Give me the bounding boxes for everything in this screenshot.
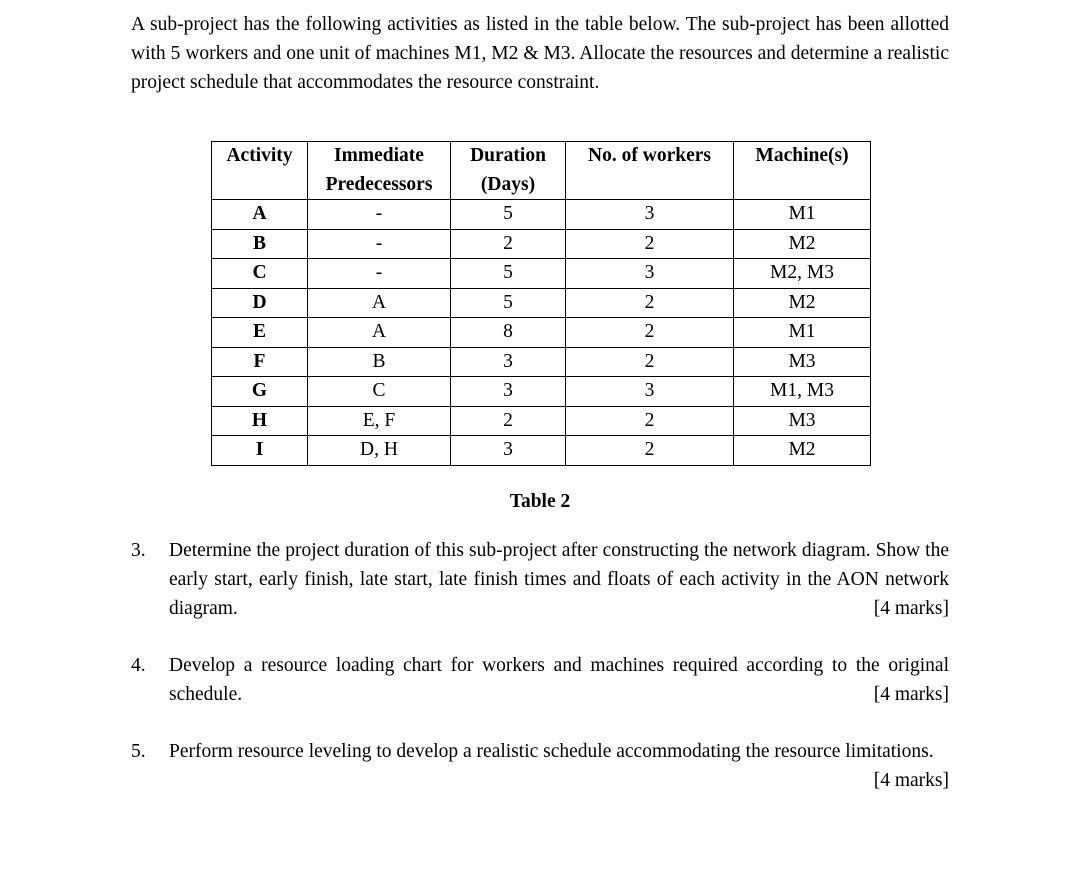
- header-machines-label: Machine(s): [755, 145, 849, 166]
- header-duration-line1: Duration: [470, 145, 546, 166]
- cell-activity: E: [212, 318, 308, 348]
- cell-machines: M2: [734, 229, 871, 259]
- cell-machines: M2, M3: [734, 259, 871, 289]
- cell-activity: B: [212, 229, 308, 259]
- question-3-text: Determine the project duration of this sub-project after constructing the network diagram. Show the early start, early finish, late start, late finish times and floats of each activity in the AON network diagram.: [169, 540, 949, 619]
- table-row: [212, 200, 871, 230]
- cell-predecessors: A: [308, 318, 451, 348]
- cell-workers: 2: [566, 347, 734, 377]
- table-body: [212, 200, 871, 466]
- question-3-marks: [4 marks]: [873, 598, 949, 619]
- cell-duration: 5: [451, 288, 566, 318]
- table-row: [212, 436, 871, 466]
- cell-duration: 3: [451, 436, 566, 466]
- cell-predecessors: -: [308, 229, 451, 259]
- header-workers-label: No. of workers: [588, 145, 711, 166]
- table-header-row: [212, 142, 871, 200]
- table-row: [212, 288, 871, 318]
- header-predecessors-line2: Predecessors: [325, 173, 433, 195]
- cell-duration: 3: [451, 377, 566, 407]
- header-duration-line2: (Days): [480, 173, 536, 195]
- header-machines: [734, 142, 871, 200]
- cell-predecessors: B: [308, 347, 451, 377]
- cell-duration: 3: [451, 347, 566, 377]
- cell-machines: M2: [734, 436, 871, 466]
- table-row: [212, 318, 871, 348]
- cell-machines: M1, M3: [734, 377, 871, 407]
- cell-duration: 8: [451, 318, 566, 348]
- table-row: [212, 229, 871, 259]
- cell-machines: M3: [734, 347, 871, 377]
- header-activity-label: Activity: [226, 145, 293, 166]
- cell-predecessors: -: [308, 200, 451, 230]
- cell-workers: 2: [566, 436, 734, 466]
- table-row: [212, 259, 871, 289]
- activity-table: [211, 141, 871, 466]
- cell-machines: M3: [734, 406, 871, 436]
- header-predecessors-line1: Immediate: [334, 145, 424, 166]
- table-row: [212, 377, 871, 407]
- cell-workers: 3: [566, 200, 734, 230]
- cell-machines: M1: [734, 318, 871, 348]
- header-duration: [451, 142, 566, 200]
- header-workers: [566, 142, 734, 200]
- cell-duration: 5: [451, 259, 566, 289]
- cell-duration: 2: [451, 229, 566, 259]
- table-caption: Table 2: [509, 491, 571, 512]
- cell-predecessors: E, F: [308, 406, 451, 436]
- cell-activity: F: [212, 347, 308, 377]
- cell-workers: 2: [566, 288, 734, 318]
- table-row: [212, 406, 871, 436]
- question-4: [131, 651, 949, 709]
- cell-machines: M1: [734, 200, 871, 230]
- table-row: [212, 347, 871, 377]
- cell-workers: 3: [566, 377, 734, 407]
- question-4-marks: [4 marks]: [873, 684, 949, 705]
- cell-workers: 2: [566, 318, 734, 348]
- question-3: [131, 536, 949, 623]
- question-5-marks: [4 marks]: [873, 770, 949, 791]
- cell-activity: I: [212, 436, 308, 466]
- question-5-number: 5.: [131, 741, 146, 762]
- cell-activity: A: [212, 200, 308, 230]
- question-3-number: 3.: [131, 540, 146, 561]
- cell-activity: D: [212, 288, 308, 318]
- cell-duration: 2: [451, 406, 566, 436]
- cell-predecessors: -: [308, 259, 451, 289]
- cell-workers: 2: [566, 229, 734, 259]
- header-predecessors: [308, 142, 451, 200]
- cell-predecessors: A: [308, 288, 451, 318]
- cell-activity: H: [212, 406, 308, 436]
- cell-activity: C: [212, 259, 308, 289]
- cell-workers: 2: [566, 406, 734, 436]
- question-5: [131, 737, 949, 795]
- question-5-text: Perform resource leveling to develop a realistic schedule accommodating the resource limitations.: [169, 741, 934, 762]
- question-4-text: Develop a resource loading chart for workers and machines required according to the original schedule.: [169, 655, 949, 705]
- intro-paragraph: A sub-project has the following activities as listed in the table below. The sub-project has been allotted with 5 workers and one unit of machines M1, M2 & M3. Allocate the resources and determine a realistic project schedule that accommodates the resource constraint.: [131, 14, 949, 93]
- cell-predecessors: C: [308, 377, 451, 407]
- header-activity: [212, 142, 308, 200]
- cell-predecessors: D, H: [308, 436, 451, 466]
- question-4-number: 4.: [131, 655, 146, 676]
- cell-workers: 3: [566, 259, 734, 289]
- cell-activity: G: [212, 377, 308, 407]
- cell-duration: 5: [451, 200, 566, 230]
- cell-machines: M2: [734, 288, 871, 318]
